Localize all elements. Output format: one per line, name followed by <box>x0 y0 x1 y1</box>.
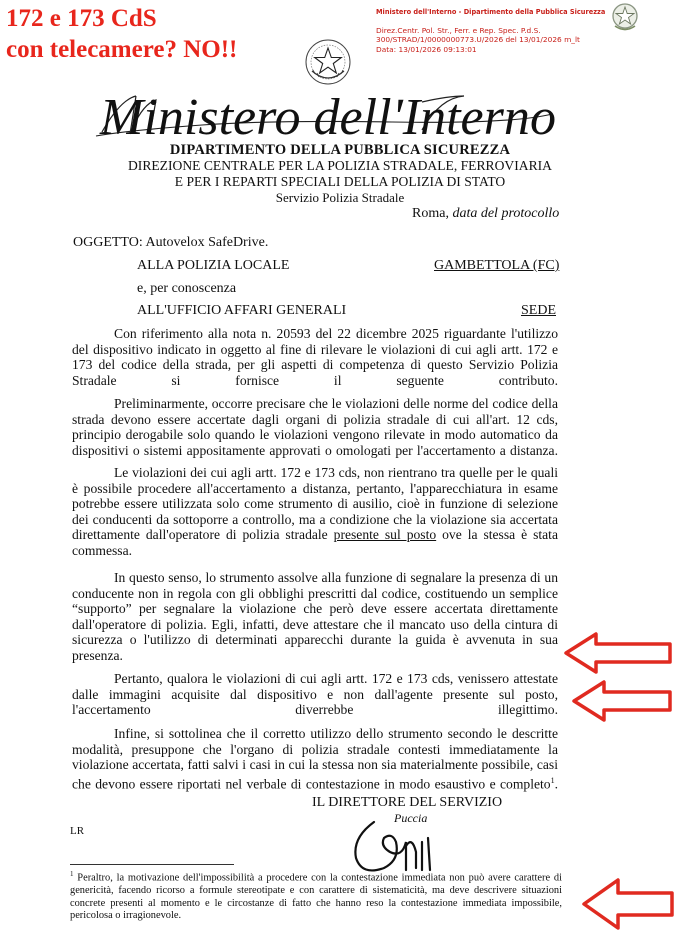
ministry-logo <box>92 92 562 144</box>
footnote-number: 1 <box>70 870 74 878</box>
left-arrow-icon <box>562 630 674 676</box>
recipient-primary: ALLA POLIZIA LOCALE <box>137 258 290 273</box>
protocol-line1: Ministero dell'Interno - Dipartimento della Pubblica Sicurezza <box>376 8 606 16</box>
left-arrow-icon <box>570 678 674 724</box>
paragraph-2: Preliminarmente, occorre precisare che le violazioni delle norme del codice della strada devono essere accertate dagli organi di polizia stradale di cui all'art. 12 cds, principio derogabile solo quando le violazioni vengono rilevate in modo automatico da dispositivi o sistemi appositamente approvati o omologati per l'accertamento a distanza. <box>72 396 558 458</box>
ministry-logo-text: Ministero dell'Interno <box>98 92 556 144</box>
subject-line: OGGETTO: Autovelox SafeDrive. <box>73 235 269 250</box>
protocol-stamp <box>376 8 605 54</box>
protocol-date: data del protocollo <box>452 206 560 221</box>
overlay-title <box>6 3 237 65</box>
underlined-on-site: presente sul posto <box>333 527 437 542</box>
left-arrow-icon <box>580 876 676 932</box>
footnote-divider <box>70 864 234 865</box>
initials: LR <box>70 825 85 837</box>
protocol-line2: Direz.Centr. Pol. Str., Ferr. e Rep. Spec. P.d.S. <box>376 25 541 35</box>
signature-title: IL DIRETTORE DEL SERVIZIO <box>312 795 503 810</box>
recipient-cc: ALL'UFFICIO AFFARI GENERALI <box>137 303 347 318</box>
footnote-ref: 1 <box>550 775 555 785</box>
service-name: Servizio Polizia Stradale <box>275 190 405 205</box>
overlay-title-line2: con telecamere? NO!! <box>6 36 238 63</box>
direction-line1: DIREZIONE CENTRALE PER LA POLIZIA STRADALE, FERROVIARIA <box>127 158 553 173</box>
italian-republic-seal-icon <box>303 37 353 87</box>
protocol-line3: 300/STRAD/1/0000000773.U/2026 del 13/01/2026 m_lt <box>376 35 580 45</box>
place-date <box>412 206 559 222</box>
paragraph-6: Infine, si sottolinea che il corretto utilizzo dello strumento secondo le descritte modalità, presuppone che l'organo di polizia stradale contesti immediatamente la violazione accertata, fatti salvi i casi in cui la stessa non sia materialmente possibile, casi che devono essere riportati nel verbale di contestazione in modo esaustivo e completo$^1$. <box>72 726 558 792</box>
direction-line2: E PER I REPARTI SPECIALI DELLA POLIZIA DI STATO <box>174 174 506 189</box>
overlay-title-line1: 172 e 173 CdS <box>6 5 157 32</box>
paragraph-1: Con riferimento alla nota n. 20593 del 22 dicembre 2025 riguardante l'utilizzo del dispositivo indicato in oggetto al fine di rilevare le violazioni di cui agli artt. 172 e 173 del codice della strada, per gli aspetti di competenza di questo Servizio Polizia Stradale si fornisce il seguente contributo. <box>72 326 558 388</box>
paragraph-4: In questo senso, lo strumento assolve alla funzione di segnalare la presenza di un conducente non in regola con gli obblighi prescritti dal codice, costituendo un semplice “supporto” per segnalare la violazione che però deve essere accertata direttamente dall'operatore di polizia. Egli, infatti, deve attestare che il mancato uso della cintura di sicurezza o l'utilizzo di determinati apparecchi durante la guida è avvenuta in sua presenza. <box>72 570 558 663</box>
signature-name: Puccia <box>394 811 428 825</box>
footnote-text: Peraltro, la motivazione dell'impossibilità a procedere con la contestazione immediata non può avere carattere di genericità, facendo ricorso a formule stereotipate e con carattere di sistematicità, ma deve descrivere situazioni concrete presenti al momento e le circostanze di fatto che hanno reso la contestazione immediata impossibile, pericolosa o irragionevole. <box>70 872 562 922</box>
cc-intro: e, per conoscenza <box>137 281 237 296</box>
paragraph-5: Pertanto, qualora le violazioni di cui agli artt. 172 e 173 cds, venissero attestate dalle immagini acquisite dal dispositivo e non dall'agente presente sul posto, l'accertamento diverrebbe illegittimo. <box>72 671 558 717</box>
place-city: Roma, <box>412 206 449 221</box>
department-heading: DIPARTIMENTO DELLA PUBBLICA SICUREZZA <box>169 142 511 158</box>
footnote <box>70 868 562 923</box>
recipient-cc-location: SEDE <box>521 303 556 318</box>
paragraph-3: Le violazioni dei cui agli artt. 172 e 173 cds, non rientrano tra quelle per le quali è possibile procedere all'accertamento a distanza, pertanto, l'apparecchiatura in esame potrebbe essere utilizzata solo come strumento di ausilio, cioè in funzione di selezione dei conducenti da sottoporre a controllo, ma a condizione che la violazione sia accertata direttamente dall'operatore di polizia stradale presente sul posto ove la stessa è stata commessa. <box>72 465 558 558</box>
republic-emblem-icon <box>610 0 640 34</box>
recipient-primary-city: GAMBETTOLA (FC) <box>434 258 560 273</box>
protocol-line4: Data: 13/01/2026 09:13:01 <box>376 44 477 54</box>
